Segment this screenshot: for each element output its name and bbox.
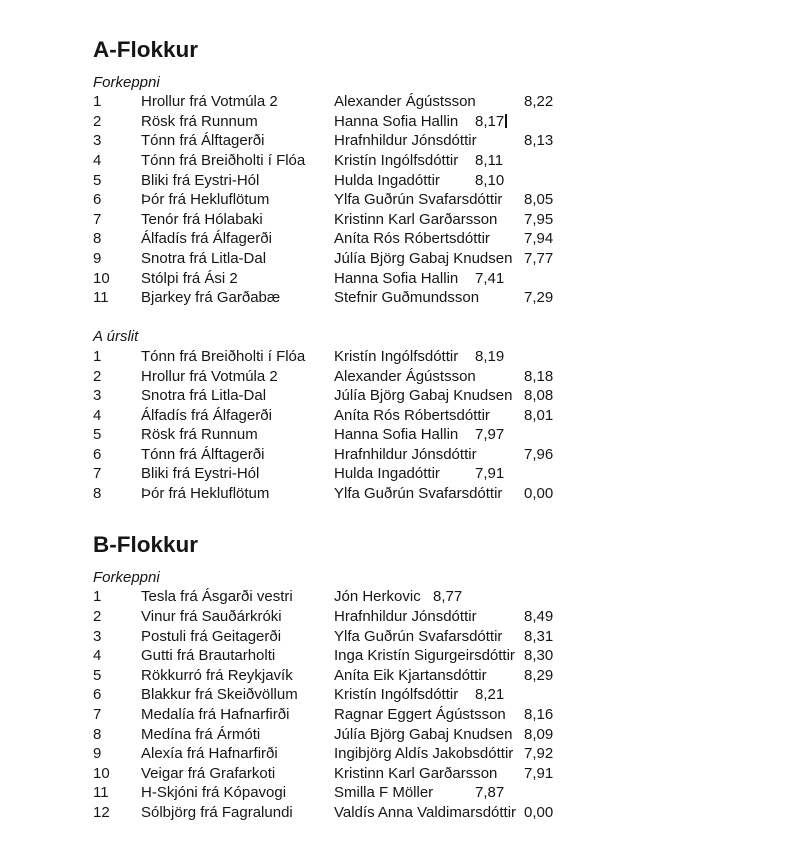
subsection-label: A úrslit: [93, 328, 139, 346]
score-value: 7,77: [524, 249, 554, 267]
result-row[interactable]: [0, 288, 809, 308]
rank-number: 4: [93, 406, 102, 424]
score-value: 8,18: [524, 367, 554, 385]
score-cell: [475, 464, 504, 484]
rank-number: 11: [93, 289, 109, 307]
score-cell: [475, 347, 504, 367]
rider-name: Kristinn Karl Garðarsson: [334, 210, 498, 228]
horse-name: Blakkur frá Skeiðvöllum: [141, 686, 298, 704]
score-cell: [475, 783, 504, 803]
horse-name: Bliki frá Eystri-Hól: [141, 465, 260, 483]
score-cell: [524, 484, 553, 504]
horse-name: H-Skjóni frá Kópavogi: [141, 784, 287, 802]
rank-number: 2: [93, 367, 102, 385]
horse-name: Hrollur frá Votmúla 2: [141, 93, 278, 111]
rider-name: Smilla F Möller: [334, 784, 434, 802]
score-value: 0,00: [524, 803, 554, 821]
rider-name: Ylfa Guðrún Svafarsdóttir: [334, 485, 503, 503]
horse-name: Álfadís frá Álfagerði: [141, 230, 272, 248]
score-cell: [524, 92, 553, 112]
results-section: [0, 532, 809, 822]
score-value: 7,29: [524, 289, 554, 307]
score-value: 8,16: [524, 705, 554, 723]
score-cell: [524, 725, 553, 745]
score-cell: [475, 425, 504, 445]
horse-name: Vinur frá Sauðárkróki: [141, 607, 282, 625]
rider-name: Kristín Ingólfsdóttir: [334, 347, 459, 365]
result-row[interactable]: [0, 131, 809, 151]
score-cell: [524, 744, 553, 764]
rider-name: Kristín Ingólfsdóttir: [334, 686, 459, 704]
rider-name: Stefnir Guðmundsson: [334, 289, 480, 307]
horse-name: Álfadís frá Álfagerði: [141, 406, 272, 424]
score-value: 8,29: [524, 666, 554, 684]
rank-number: 10: [93, 269, 110, 287]
rank-number: 2: [93, 607, 102, 625]
result-row[interactable]: [0, 269, 809, 289]
score-value: 7,95: [524, 210, 554, 228]
score-value: 8,13: [524, 132, 554, 150]
score-cell: [524, 607, 553, 627]
rank-number: 3: [93, 627, 102, 645]
rank-number: 7: [93, 210, 102, 228]
rank-number: 3: [93, 132, 102, 150]
score-value: 8,08: [524, 387, 554, 405]
rider-name: Alexander Ágústsson: [334, 367, 476, 385]
result-row[interactable]: [0, 92, 809, 112]
score-value: 8,31: [524, 627, 554, 645]
horse-name: Snotra frá Litla-Dal: [141, 249, 267, 267]
result-row[interactable]: [0, 484, 809, 504]
result-row[interactable]: [0, 607, 809, 627]
score-value: 8,05: [524, 191, 554, 209]
result-row[interactable]: [0, 171, 809, 191]
rider-name: Ingibjörg Aldís Jakobsdóttir: [334, 745, 514, 763]
result-row[interactable]: [0, 347, 809, 367]
score-cell: [524, 705, 553, 725]
rank-number: 1: [93, 588, 102, 606]
rider-name: Hanna Sofia Hallin: [334, 426, 459, 444]
score-cell: [524, 666, 553, 686]
score-value: 7,41: [475, 269, 505, 287]
result-row[interactable]: [0, 705, 809, 725]
score-value: 7,96: [524, 445, 554, 463]
result-row[interactable]: [0, 803, 809, 823]
rider-name: Hrafnhildur Jónsdóttir: [334, 445, 477, 463]
result-row[interactable]: [0, 151, 809, 171]
result-row[interactable]: [0, 783, 809, 803]
rider-name: Aníta Rós Róbertsdóttir: [334, 230, 490, 248]
horse-name: Postuli frá Geitagerði: [141, 627, 282, 645]
rider-name: Ylfa Guðrún Svafarsdóttir: [334, 627, 503, 645]
score-cell: [475, 269, 504, 289]
score-cell: [524, 249, 553, 269]
horse-name: Rökkurró frá Reykjavík: [141, 666, 293, 684]
rider-name: Inga Kristín Sigurgeirsdóttir: [334, 647, 515, 665]
rank-number: 11: [93, 784, 109, 802]
score-cell: [524, 803, 553, 823]
result-row[interactable]: [0, 386, 809, 406]
result-row[interactable]: [0, 725, 809, 745]
result-row[interactable]: [0, 587, 809, 607]
rider-name: Hanna Sofia Hallin: [334, 269, 459, 287]
horse-name: Alexía frá Hafnarfirði: [141, 745, 278, 763]
score-value: 8,21: [475, 686, 505, 704]
results-section: [0, 37, 809, 504]
rank-number: 2: [93, 112, 102, 130]
score-value: 7,91: [524, 764, 554, 782]
rank-number: 7: [93, 705, 102, 723]
rank-number: 8: [93, 725, 102, 743]
result-row[interactable]: [0, 744, 809, 764]
result-row[interactable]: [0, 425, 809, 445]
horse-name: Veigar frá Grafarkoti: [141, 764, 276, 782]
rider-name: Kristín Ingólfsdóttir: [334, 151, 459, 169]
score-value: 7,87: [475, 784, 505, 802]
rank-number: 3: [93, 387, 102, 405]
score-value: 8,77: [433, 588, 463, 606]
result-row[interactable]: [0, 190, 809, 210]
rider-name: Alexander Ágústsson: [334, 93, 476, 111]
horse-name: Tónn frá Álftagerði: [141, 445, 265, 463]
rider-name: Valdís Anna Valdimarsdóttir: [334, 803, 517, 821]
score-cell: [524, 190, 553, 210]
rider-name: Júlía Björg Gabaj Knudsen: [334, 249, 513, 267]
score-value: 8,10: [475, 171, 505, 189]
rider-name: Ylfa Guðrún Svafarsdóttir: [334, 191, 503, 209]
score-value: 8,22: [524, 93, 554, 111]
horse-name: Þór frá Hekluflötum: [141, 191, 270, 209]
score-cell: [524, 764, 553, 784]
score-value: 0,00: [524, 485, 554, 503]
rank-number: 6: [93, 445, 102, 463]
score-value: 7,94: [524, 230, 554, 248]
results-subsection: [0, 568, 809, 823]
rank-number: 5: [93, 171, 102, 189]
rank-number: 12: [93, 803, 110, 821]
rank-number: 8: [93, 230, 102, 248]
rank-number: 5: [93, 426, 102, 444]
result-row[interactable]: [0, 666, 809, 686]
score-value: 8,11: [475, 151, 504, 169]
rank-number: 9: [93, 745, 102, 763]
rider-name: Hulda Ingadóttir: [334, 171, 440, 189]
rank-number: 9: [93, 249, 102, 267]
result-row[interactable]: [0, 445, 809, 465]
result-row[interactable]: [0, 367, 809, 387]
rider-name: Ragnar Eggert Ágústsson: [334, 705, 506, 723]
score-value: 8,30: [524, 647, 554, 665]
horse-name: Medalía frá Hafnarfirði: [141, 705, 290, 723]
score-value: 7,92: [524, 745, 554, 763]
horse-name: Þór frá Hekluflötum: [141, 485, 270, 503]
score-cell: [524, 646, 553, 666]
rank-number: 4: [93, 647, 102, 665]
score-cell: [475, 685, 504, 705]
horse-name: Tenór frá Hólabaki: [141, 210, 263, 228]
rider-name: Aníta Rós Róbertsdóttir: [334, 406, 490, 424]
rider-name: Hrafnhildur Jónsdóttir: [334, 132, 477, 150]
horse-name: Rösk frá Runnum: [141, 426, 258, 444]
score-cell: [524, 445, 553, 465]
result-row[interactable]: [0, 210, 809, 230]
section-title: A-Flokkur: [93, 37, 199, 62]
rider-name: Júlía Björg Gabaj Knudsen: [334, 387, 513, 405]
horse-name: Bliki frá Eystri-Hól: [141, 171, 260, 189]
score-cell: [524, 210, 553, 230]
horse-name: Rösk frá Runnum: [141, 112, 258, 130]
rider-name: Kristinn Karl Garðarsson: [334, 764, 498, 782]
rank-number: 6: [93, 191, 102, 209]
horse-name: Hrollur frá Votmúla 2: [141, 367, 278, 385]
subsection-label: Forkeppni: [93, 73, 160, 91]
score-value: 7,97: [475, 426, 505, 444]
results-subsection: [0, 327, 809, 503]
horse-name: Stólpi frá Ási 2: [141, 269, 238, 287]
score-value: 8,01: [524, 406, 554, 424]
score-value: 8,09: [524, 725, 554, 743]
horse-name: Snotra frá Litla-Dal: [141, 387, 267, 405]
rank-number: 10: [93, 764, 110, 782]
result-row[interactable]: [0, 685, 809, 705]
rider-name: Júlía Björg Gabaj Knudsen: [334, 725, 513, 743]
score-cell: [524, 288, 553, 308]
rider-name: Aníta Eik Kjartansdóttir: [334, 666, 487, 684]
rank-number: 1: [93, 93, 102, 111]
rider-name: Jón Herkovic: [334, 588, 421, 606]
score-cell: [524, 386, 553, 406]
results-subsection: [0, 73, 809, 308]
subsection-label: Forkeppni: [93, 568, 160, 586]
result-row[interactable]: [0, 627, 809, 647]
rank-number: 8: [93, 485, 102, 503]
rank-number: 5: [93, 666, 102, 684]
result-row[interactable]: [0, 406, 809, 426]
score-cell: [475, 112, 507, 132]
horse-name: Bjarkey frá Garðabæ: [141, 289, 281, 307]
score-value: 8,19: [475, 347, 505, 365]
horse-name: Gutti frá Brautarholti: [141, 647, 276, 665]
score-value: 8,17: [475, 112, 505, 130]
text-cursor: [505, 114, 507, 129]
result-row[interactable]: [0, 646, 809, 666]
result-row[interactable]: [0, 464, 809, 484]
rank-number: 4: [93, 151, 102, 169]
result-row[interactable]: [0, 229, 809, 249]
rider-name: Hrafnhildur Jónsdóttir: [334, 607, 477, 625]
score-cell: [524, 131, 553, 151]
horse-name: Tónn frá Breiðholti í Flóa: [141, 347, 306, 365]
rider-name: Hanna Sofia Hallin: [334, 112, 459, 130]
score-cell: [475, 171, 504, 191]
section-title: B-Flokkur: [93, 532, 199, 558]
score-cell: [524, 229, 553, 249]
rank-number: 1: [93, 347, 102, 365]
horse-name: Tesla frá Ásgarði vestri: [141, 588, 293, 606]
score-value: 7,91: [475, 465, 505, 483]
rank-number: 6: [93, 686, 102, 704]
result-row[interactable]: [0, 112, 809, 132]
horse-name: Medína frá Ármóti: [141, 725, 261, 743]
score-cell: [524, 367, 553, 387]
score-cell: [524, 627, 553, 647]
horse-name: Sólbjörg frá Fagralundi: [141, 803, 293, 821]
rider-name: Hulda Ingadóttir: [334, 465, 440, 483]
rank-number: 7: [93, 465, 102, 483]
result-row[interactable]: [0, 764, 809, 784]
score-cell: [433, 587, 462, 607]
result-row[interactable]: [0, 249, 809, 269]
score-value: 8,49: [524, 607, 554, 625]
score-cell: [524, 406, 553, 426]
horse-name: Tónn frá Breiðholti í Flóa: [141, 151, 306, 169]
horse-name: Tónn frá Álftagerði: [141, 132, 265, 150]
score-cell: [475, 151, 503, 171]
